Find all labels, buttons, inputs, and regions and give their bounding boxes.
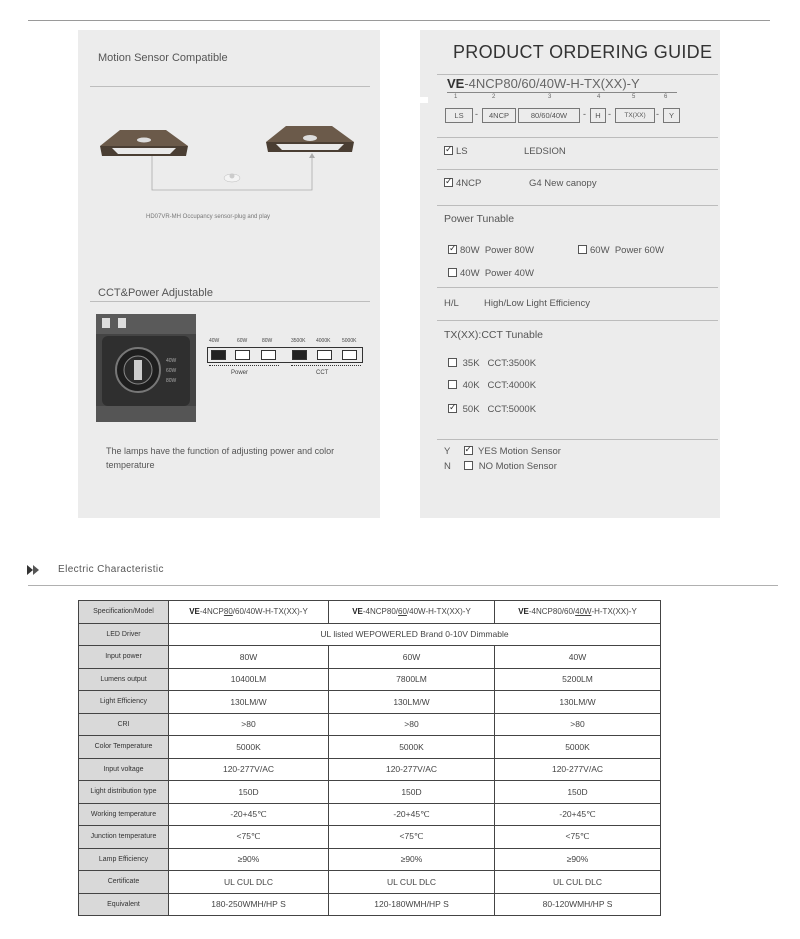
switch-label-cct: 3500K [291,338,306,344]
code-segment-number: 4 [597,94,601,100]
cct-heading: TX(XX):CCT Tunable [444,329,544,341]
checkbox-empty-icon [464,461,473,470]
table-cell: 7800LM [329,668,495,691]
table-row [79,781,661,804]
switch-label-cct: 5000K [342,338,357,344]
table-cell: 120-277V/AC [329,758,495,781]
cct-option-50k [448,404,536,415]
checkbox-checked-icon [448,245,457,254]
top-divider [28,20,770,21]
checkbox-checked-icon [448,404,457,413]
cct-option-35k [448,358,536,369]
option-code: 40K [462,380,480,391]
power-heading: Power Tunable [444,213,515,225]
switch-label-power: 40W [209,338,220,344]
table-cell: ≥90% [169,848,329,871]
switch-cell [211,350,226,360]
table-row [79,871,661,894]
switch-cell [235,350,250,360]
row-label: Light Efficiency [79,691,169,714]
switch-label-cct: 4000K [316,338,331,344]
option-desc: CCT:3500K [487,358,537,369]
table-cell: 180-250WMH/HP S [169,893,329,916]
table-row [79,646,661,669]
row-label: LED Driver [79,623,169,646]
model-code-underline [447,92,677,93]
table-cell: 80W [169,646,329,669]
table-cell: 40W [495,646,661,669]
table-cell: >80 [329,713,495,736]
electric-characteristic-title: Electric Characteristic [58,564,164,575]
code-box-motion: Y [663,108,680,123]
code-box-hl: H [590,108,606,123]
code-segment-number: 5 [632,94,636,100]
guide-divider [437,439,718,440]
table-row [79,668,661,691]
motion-sensor-title: Motion Sensor Compatible [98,52,228,64]
table-cell: UL CUL DLC [329,871,495,894]
row-label: Lamp Efficiency [79,848,169,871]
power-group-line [209,365,279,366]
model-cell: VE-4NCP80/60/40W-H-TX(XX)-Y [169,601,329,624]
cct-group-label: CCT [316,370,329,376]
power-option-80w [448,245,534,256]
panel-notch [418,97,428,103]
switch-cell [317,350,332,360]
led-driver-value: UL listed WEPOWERLED Brand 0-10V Dimmable [169,623,661,646]
option-desc: YES Motion Sensor [478,446,561,457]
row-label: Certificate [79,871,169,894]
code-segment-number: 6 [664,94,668,100]
row-label: Equivalent [79,893,169,916]
option-code: 4NCP [456,178,482,189]
table-cell: 150D [495,781,661,804]
table-cell: -20+45℃ [329,803,495,826]
switch-frame [207,347,363,363]
row-label: Input power [79,646,169,669]
table-row [79,826,661,849]
option-desc: Power 40W [484,268,534,279]
option-desc: CCT:5000K [487,404,537,415]
double-chevron-icon [27,565,45,575]
table-cell: 120-180WMH/HP S [329,893,495,916]
table-cell: -20+45℃ [495,803,661,826]
table-row [79,803,661,826]
row-label: Lumens output [79,668,169,691]
section-divider [28,585,778,586]
table-cell: <75℃ [495,826,661,849]
option-ncp-desc: G4 New canopy [529,178,597,189]
row-label: Working temperature [79,803,169,826]
panel-divider [90,86,370,87]
row-label: Input voltage [79,758,169,781]
model-cell: VE-4NCP80/60/40W-H-TX(XX)-Y [329,601,495,624]
option-desc: CCT:4000K [487,380,537,391]
panel-divider [90,301,370,302]
table-cell: >80 [495,713,661,736]
table-cell: 120-277V/AC [495,758,661,781]
canopy-lamp-left-icon [100,130,188,156]
table-cell: -20+45℃ [169,803,329,826]
table-header-row [79,601,661,624]
row-label: Light distribution type [79,781,169,804]
code-box-cct: TX(XX) [615,108,655,123]
checkbox-checked-icon [464,446,473,455]
model-code-brand: VE [447,76,465,91]
ordering-guide-title: PRODUCT ORDERING GUIDE [453,42,713,62]
table-cell: >80 [169,713,329,736]
table-cell: 130LM/W [329,691,495,714]
switch-cell [292,350,307,360]
code-segment-number: 2 [492,94,496,100]
option-desc: Power 60W [614,245,664,256]
checkbox-empty-icon [448,268,457,277]
table-cell: 60W [329,646,495,669]
checkbox-checked-icon [444,178,453,187]
table-cell: 5000K [169,736,329,759]
table-cell: 130LM/W [495,691,661,714]
checkbox-empty-icon [578,245,587,254]
motion-option-no [444,461,557,472]
canopy-lamp-right-icon [266,126,354,152]
option-ls [444,146,468,157]
guide-divider [437,205,718,206]
dial-switch-photo [96,314,196,422]
power-group-label: Power [231,370,249,376]
table-cell: 120-277V/AC [169,758,329,781]
canopy-lamps-illustration [100,118,380,198]
option-letter: Y [444,446,451,457]
option-code: LS [456,146,468,157]
option-ls-desc: LEDSION [524,146,566,157]
row-label: Color Temperature [79,736,169,759]
checkbox-empty-icon [448,358,457,367]
guide-divider [437,137,718,138]
option-ncp [444,178,481,189]
code-box-ncp: 4NCP [482,108,516,123]
option-code: 80W [460,245,480,256]
photo-dial-label: 60W [166,368,177,374]
checkbox-checked-icon [444,146,453,155]
switch-label-power: 60W [237,338,248,344]
guide-divider [437,320,718,321]
code-box-ls: LS [445,108,473,123]
table-row [79,691,661,714]
table-cell: UL CUL DLC [495,871,661,894]
table-cell: ≥90% [329,848,495,871]
code-dash: - [475,109,478,119]
guide-divider [437,74,718,75]
option-desc: Power 80W [484,245,534,256]
guide-divider [437,169,718,170]
switch-label-power: 80W [262,338,273,344]
option-hl-code: H/L [444,298,459,309]
table-row [79,713,661,736]
option-letter: N [444,461,451,472]
electric-spec-table [78,600,661,916]
code-dash: - [656,109,659,119]
option-hl-desc: High/Low Light Efficiency [484,298,590,309]
motion-option-yes [444,446,561,457]
code-dash: - [608,109,611,119]
occupancy-sensor-icon [224,174,240,183]
option-code: 50K [462,404,480,415]
table-row [79,758,661,781]
code-segment-number: 1 [454,94,458,100]
option-code: 40W [460,268,480,279]
checkbox-empty-icon [448,380,457,389]
table-cell: 5200LM [495,668,661,691]
table-row [79,623,661,646]
switch-diagram [205,338,365,394]
table-cell: 80-120WMH/HP S [495,893,661,916]
option-code: 60W [590,245,610,256]
table-cell: 5000K [495,736,661,759]
table-cell: ≥90% [495,848,661,871]
table-cell: <75℃ [329,826,495,849]
code-dash: - [583,109,586,119]
row-label: Junction temperature [79,826,169,849]
switch-cell [342,350,357,360]
table-cell: 10400LM [169,668,329,691]
table-cell: 130LM/W [169,691,329,714]
table-cell: 150D [329,781,495,804]
table-cell: 150D [169,781,329,804]
cct-power-title: CCT&Power Adjustable [98,287,213,299]
model-cell: VE-4NCP80/60/40W-H-TX(XX)-Y [495,601,661,624]
option-desc: NO Motion Sensor [478,461,557,472]
power-option-60w [578,245,664,256]
table-row [79,848,661,871]
table-row [79,736,661,759]
cct-group-line [291,365,361,366]
photo-dial-label: 80W [166,378,177,384]
table-cell: UL CUL DLC [169,871,329,894]
power-option-40w [448,268,534,279]
code-box-power: 80/60/40W [518,108,580,123]
model-code-rest: -4NCP80/60/40W-H-TX(XX)-Y [464,76,640,91]
cct-power-description: The lamps have the function of adjusting power and color temperature [106,446,335,470]
model-code [447,76,640,91]
table-row [79,893,661,916]
row-label: CRI [79,713,169,736]
photo-dial-label: 40W [166,358,177,364]
code-segment-number: 3 [548,94,552,100]
cct-option-40k [448,380,536,391]
option-code: 35K [462,358,480,369]
table-cell: <75℃ [169,826,329,849]
table-cell: 5000K [329,736,495,759]
switch-cell [261,350,276,360]
guide-divider [437,287,718,288]
spec-model-header: Specification/Model [79,601,169,624]
sensor-caption: HD07VR-MH Occupancy sensor-plug and play [146,214,271,220]
